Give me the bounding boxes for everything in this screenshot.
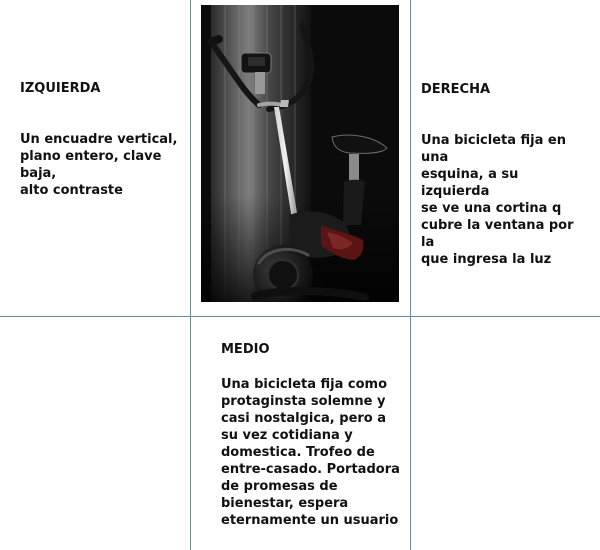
grid-line-vertical-right (410, 0, 411, 550)
middle-cell (221, 324, 401, 546)
middle-description: Una bicicleta fija como protaginsta solemne y casi nostalgica, pero a su vez cotidiana y domestica. Trofeo de entre-casado. Portadora de promesas de bienestar, espera eternamente un usuario (221, 377, 400, 528)
right-description: Una bicicleta fija en una esquina, a su izquierda se ve una cortina q cubre la ventana por la que ingresa la luz (421, 133, 574, 267)
grid-line-horizontal (0, 316, 600, 317)
grid-line-vertical-left (190, 0, 191, 550)
middle-heading: MEDIO (221, 342, 270, 357)
exercise-bike-photo (201, 5, 399, 302)
left-cell (20, 63, 185, 216)
exercise-bike-illustration (201, 5, 399, 302)
left-description: Un encuadre vertical, plano entero, clave baja, alto contraste (20, 132, 178, 198)
right-cell (421, 64, 591, 285)
right-heading: DERECHA (421, 82, 491, 97)
left-heading: IZQUIERDA (20, 81, 101, 96)
